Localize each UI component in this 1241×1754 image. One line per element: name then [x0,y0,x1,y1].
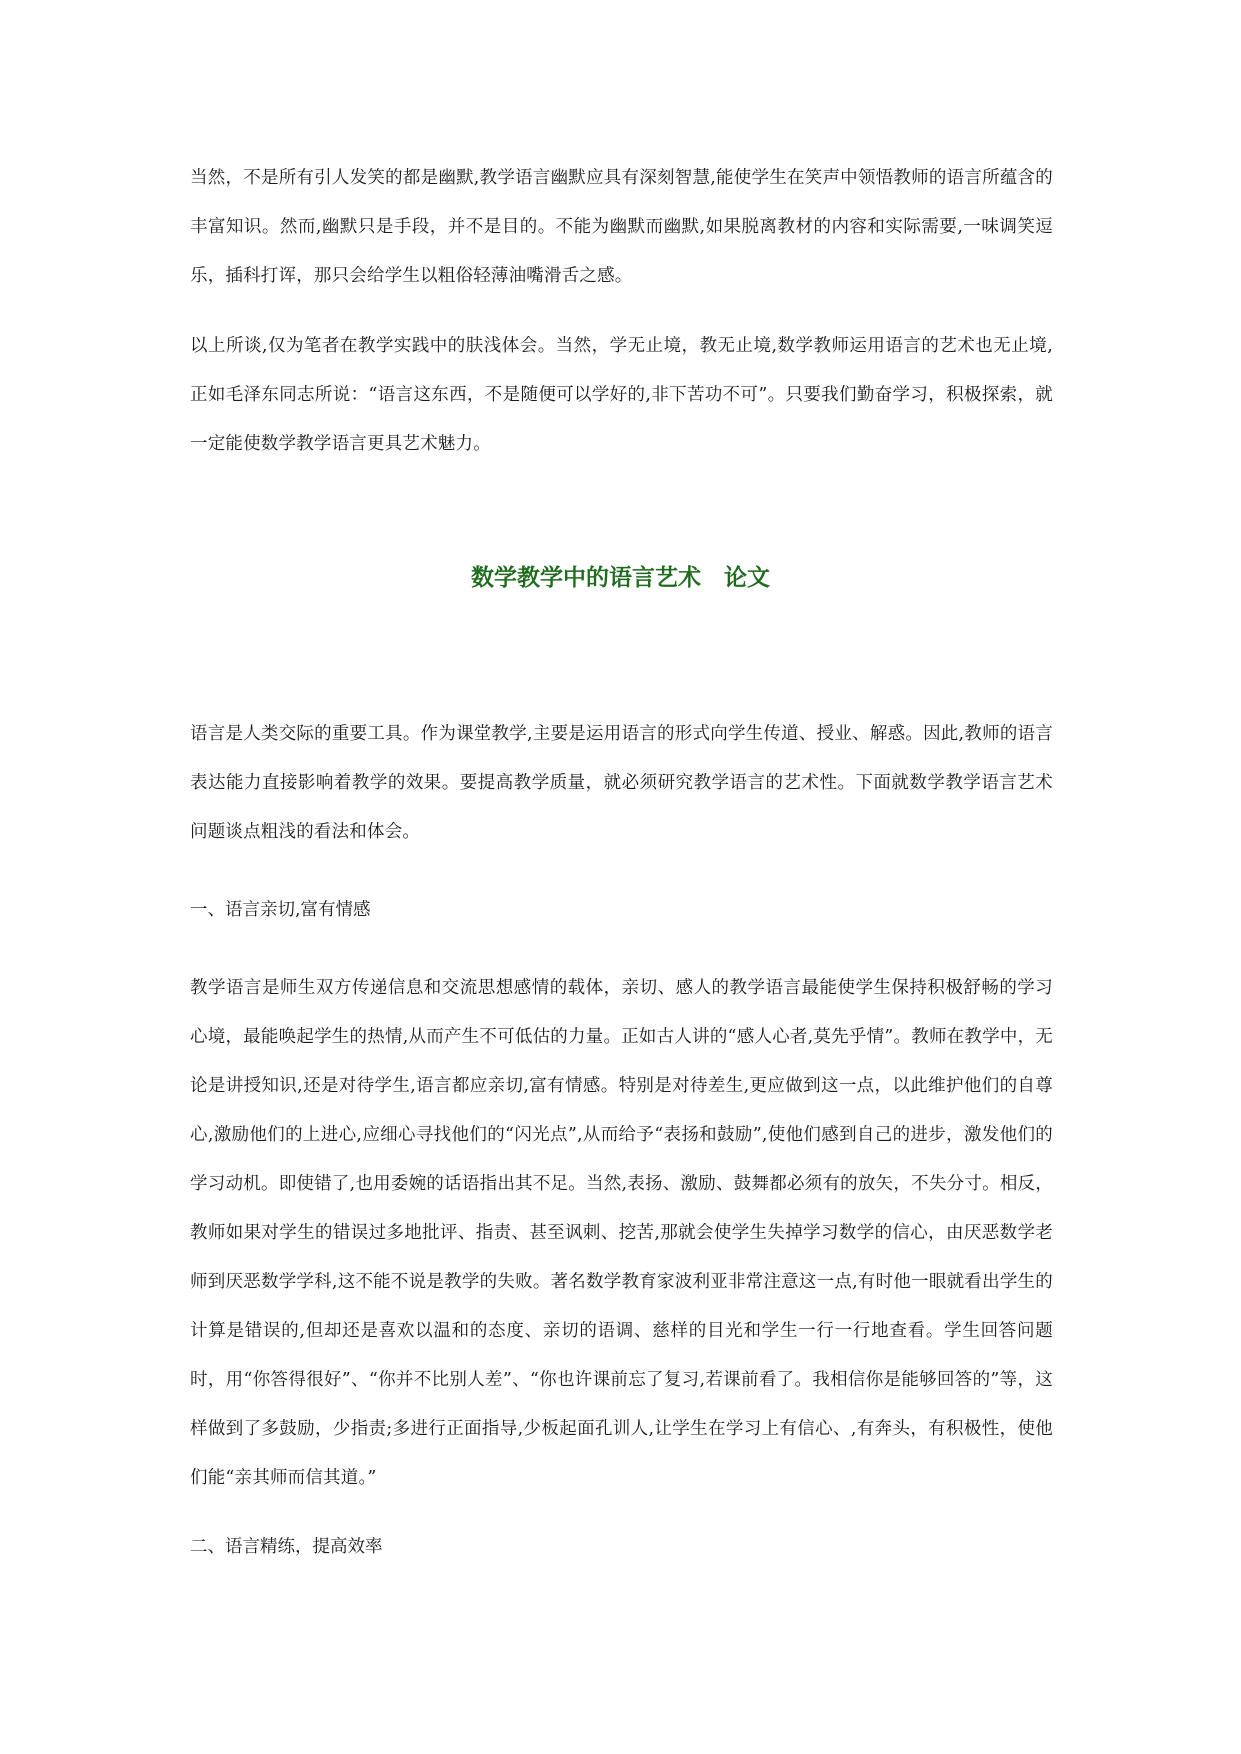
section-heading-1: 一、语言亲切,富有情感 [190,900,371,920]
section-1-paragraph: 教学语言是师生双方传递信息和交流思想感情的载体，亲切、感人的教学语言最能使学生保持积极舒畅的学习心境，最能唤起学生的热情,从而产生不可低估的力量。正如古人讲的“感人心者,莫先乎情”。教师在教学中，无论是讲授知识,还是对待学生,语言都应亲切,富有情感。特别是对待差生,更应做到这一点，以此维护他们的自尊心,激励他们的上进心,应细心寻找他们的“闪光点”,从而给予“表扬和鼓励”,使他们感到自己的进步，激发他们的学习动机。即使错了,也用委婉的话语指出其不足。当然,表扬、激励、鼓舞都必须有的放矢，不失分寸。相反，教师如果对学生的错误过多地批评、指责、甚至讽刺、挖苦,那就会使学生失掉学习数学的信心，由厌恶数学老师到厌恶数学学科,这不能不说是教学的失败。著名数学教育家波利亚非常注意这一点,有时他一眼就看出学生的计算是错误的,但却还是喜欢以温和的态度、亲切的语调、慈样的目光和学生一行一行地查看。学生回答问题时，用“你答得很好”、“你并不比别人差”、“你也许课前忘了复习,若课前看了。我相信你是能够回答的”等，这样做到了多鼓励，少指责;多进行正面指导,少板起面孔训人,让学生在学习上有信心、,有奔头，有积极性，使他们能“亲其师而信其道。” [190,978,1053,1488]
body-paragraph-introduction: 语言是人类交际的重要工具。作为课堂教学,主要是运用语言的形式向学生传道、授业、解惑。因此,教师的语言表达能力直接影响着教学的效果。要提高教学质量，就必须研究教学语言的艺术性。下面就数学教学语言艺术问题谈点粗浅的看法和体会。 [190,724,1053,842]
intro-paragraph-humor: 当然，不是所有引人发笑的都是幽默,教学语言幽默应具有深刻智慧,能使学生在笑声中领悟教师的语言所蕴含的丰富知识。然而,幽默只是手段，并不是目的。不能为幽默而幽默,如果脱离教材的内容和实际需要,一味调笑逗乐，插科打诨，那只会给学生以粗俗轻薄油嘴滑舌之感。 [190,168,1053,286]
intro-paragraph-conclusion: 以上所谈,仅为笔者在教学实践中的肤浅体会。当然，学无止境，教无止境,数学教师运用语言的艺术也无止境,正如毛泽东同志所说：“语言这东西，不是随便可以学好的,非下苦功不可”。只要我们勤奋学习，积极探索，就一定能使数学教学语言更具艺术魅力。 [190,336,1053,454]
section-heading-2: 二、语言精练，提高效率 [190,1537,383,1557]
document-title: 数学教学中的语言艺术 论文 [471,565,770,591]
